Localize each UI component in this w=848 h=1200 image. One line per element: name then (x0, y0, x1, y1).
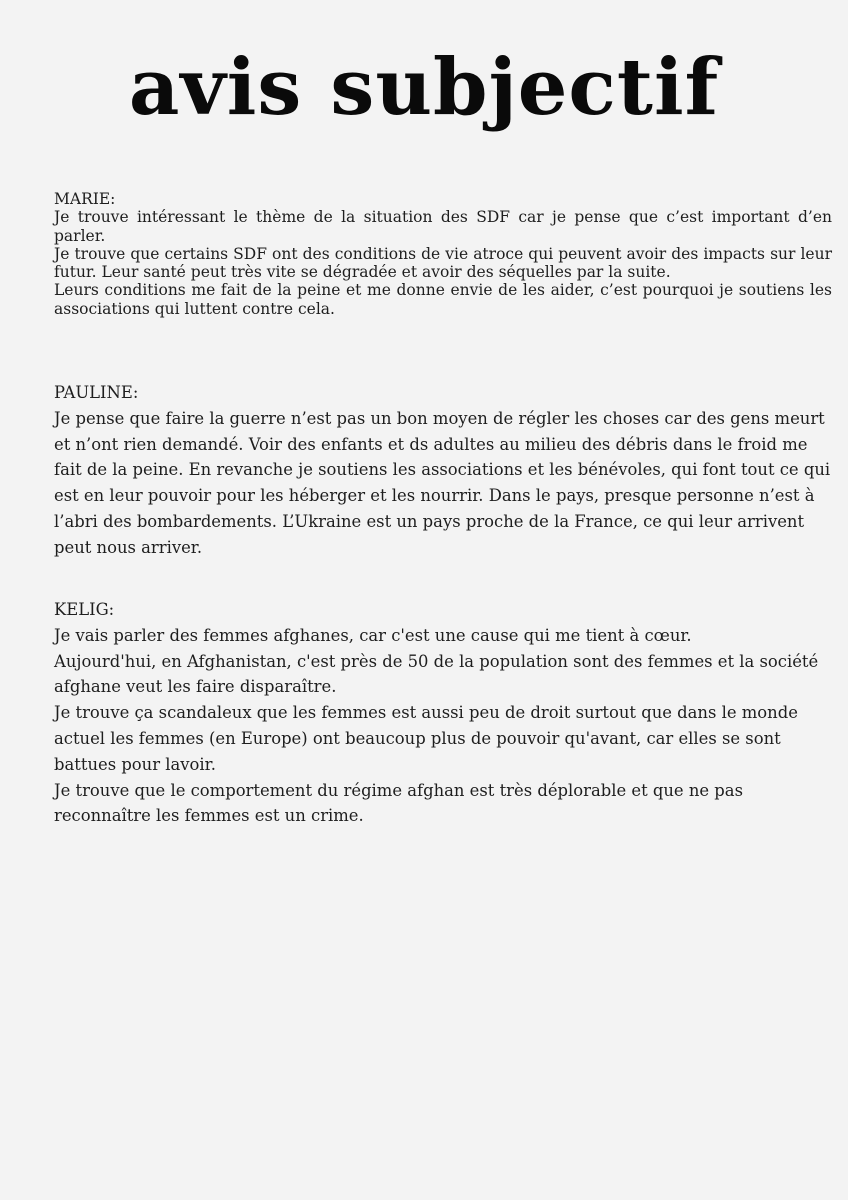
paragraph: Je vais parler des femmes afghanes, car c'est une cause qui me tient à cœur. (54, 625, 692, 645)
paragraph: Leurs conditions me fait de la peine et me donne envie de les aider, c’est pourquoi je soutiens les associations qui luttent contre cela. (54, 281, 832, 318)
author-name: KELIG: (54, 600, 115, 619)
opinion-section-marie (54, 190, 832, 318)
paragraph: Aujourd'hui, en Afghanistan, c'est près de 50 de la population sont des femmes et la société afghane veut les faire disparaître. (54, 651, 819, 697)
author-name: PAULINE: (54, 383, 139, 402)
paragraph: Je trouve ça scandaleux que les femmes est aussi peu de droit surtout que dans le monde actuel les femmes (en Europe) ont beaucoup plus de pouvoir qu'avant, car elles se sont battues pour lavoir. (54, 703, 798, 774)
paragraph: Je trouve que certains SDF ont des conditions de vie atroce qui peuvent avoir des impacts sur leur futur. Leur santé peut très vite se dégradée et avoir des séquelles par la suite. (54, 244, 832, 282)
paragraph: Je pense que faire la guerre n’est pas un bon moyen de régler les choses car des gens meurt et n’ont rien demandé. Voir des enfants et ds adultes au milieu des débris dans le froid me fait de la peine. En revanche je soutiens les associations et les bénévoles, qui font tout ce qui est en leur pouvoir pour les héberger et les nourrir. Dans le pays, presque personne n’est à l’abri des bombardements. L’Ukraine est un pays proche de la France, ce qui leur arrivent peut nous arriver. (54, 408, 831, 557)
opinion-section-kelig (54, 597, 832, 829)
author-name: MARIE: (54, 190, 116, 208)
paragraph: Je trouve intéressant le thème de la situation des SDF car je pense que c’est important d’en parler. (54, 208, 832, 245)
paragraph: Je trouve que le comportement du régime afghan est très déplorable et que ne pas reconnaître les femmes est un crime. (54, 780, 743, 826)
page-title: avis subjectif (128, 42, 720, 133)
opinion-section-pauline (54, 380, 832, 561)
